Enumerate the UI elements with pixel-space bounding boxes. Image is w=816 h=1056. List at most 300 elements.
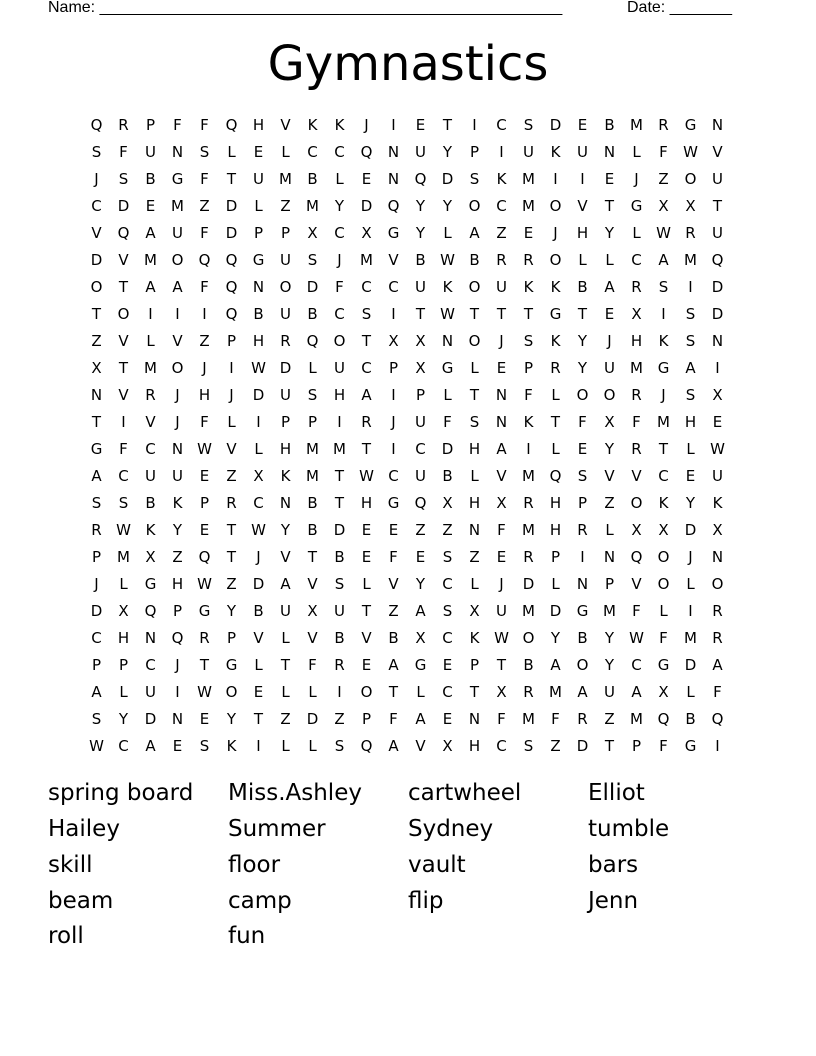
grid-letter: T — [253, 710, 264, 728]
grid-letter: I — [391, 305, 396, 323]
grid-letter: Y — [604, 629, 615, 647]
grid-letter: V — [712, 143, 723, 161]
grid-letter: F — [659, 629, 668, 647]
grid-letter: L — [551, 386, 560, 404]
grid-letter: I — [688, 278, 693, 296]
grid-letter: C — [253, 494, 264, 512]
grid-letter: Y — [118, 710, 129, 728]
grid-letter: S — [442, 548, 453, 566]
grid-letter: O — [333, 332, 346, 350]
grid-letter: B — [145, 170, 156, 188]
grid-letter: V — [604, 467, 615, 485]
grid-letter: E — [361, 521, 372, 539]
grid-letter: S — [307, 386, 318, 404]
grid-letter: K — [523, 278, 534, 296]
grid-letter: X — [442, 737, 453, 755]
grid-letter: X — [442, 494, 453, 512]
grid-letter: A — [496, 440, 507, 458]
grid-letter: Z — [415, 521, 426, 539]
grid-letter: P — [226, 332, 237, 350]
grid-letter: Z — [550, 737, 561, 755]
grid-letter: S — [334, 575, 345, 593]
grid-letter: U — [280, 251, 291, 269]
grid-letter: U — [712, 170, 723, 188]
grid-letter: L — [281, 737, 290, 755]
grid-letter: I — [715, 737, 720, 755]
grid-letter: I — [256, 737, 261, 755]
grid-letter: G — [441, 359, 454, 377]
grid-letter: X — [388, 332, 399, 350]
grid-letter: H — [549, 494, 562, 512]
grid-letter: R — [361, 413, 372, 431]
grid-letter: K — [280, 467, 291, 485]
grid-letter: Y — [415, 224, 426, 242]
grid-letter: F — [632, 413, 641, 431]
grid-letter: T — [91, 413, 102, 431]
grid-letter: C — [631, 251, 642, 269]
grid-letter: G — [90, 440, 103, 458]
grid-letter: O — [171, 251, 184, 269]
grid-letter: G — [684, 116, 697, 134]
grid-letter: X — [658, 197, 669, 215]
grid-letter: L — [551, 575, 560, 593]
grid-letter: I — [148, 305, 153, 323]
grid-letter: O — [711, 575, 724, 593]
grid-letter: I — [121, 413, 126, 431]
grid-letter: I — [391, 440, 396, 458]
grid-letter: H — [630, 332, 643, 350]
grid-letter: I — [229, 359, 234, 377]
grid-letter: Q — [711, 710, 724, 728]
grid-letter: L — [119, 575, 128, 593]
grid-letter: A — [361, 386, 372, 404]
word-list-item: camp — [228, 888, 292, 914]
grid-letter: A — [658, 251, 669, 269]
grid-letter: F — [713, 683, 722, 701]
grid-letter: C — [118, 467, 129, 485]
word-list-item: cartwheel — [408, 780, 522, 806]
grid-letter: Q — [198, 251, 211, 269]
grid-letter: K — [658, 332, 669, 350]
grid-letter: O — [468, 332, 481, 350]
grid-letter: N — [387, 143, 400, 161]
grid-letter: N — [468, 710, 481, 728]
grid-letter: Q — [225, 251, 238, 269]
grid-letter: M — [144, 251, 157, 269]
grid-letter: H — [252, 332, 265, 350]
grid-letter: C — [361, 278, 372, 296]
grid-letter: I — [256, 413, 261, 431]
grid-letter: Q — [225, 278, 238, 296]
grid-letter: U — [145, 467, 156, 485]
grid-letter: X — [658, 683, 669, 701]
grid-letter: V — [388, 251, 399, 269]
grid-letter: E — [577, 440, 588, 458]
grid-row — [83, 679, 731, 706]
grid-letter: J — [688, 548, 693, 566]
grid-letter: A — [469, 224, 480, 242]
grid-letter: G — [630, 197, 643, 215]
grid-row — [83, 544, 731, 571]
grid-letter: N — [603, 143, 616, 161]
grid-letter: M — [522, 602, 535, 620]
grid-letter: P — [280, 413, 291, 431]
grid-letter: Z — [388, 602, 399, 620]
grid-letter: T — [577, 305, 588, 323]
grid-letter: R — [280, 332, 291, 350]
grid-letter: C — [442, 575, 453, 593]
grid-letter: C — [145, 656, 156, 674]
grid-row — [83, 625, 731, 652]
grid-letter: T — [334, 494, 345, 512]
grid-letter: N — [576, 575, 589, 593]
grid-letter: Q — [711, 251, 724, 269]
grid-letter: F — [200, 413, 209, 431]
grid-letter: B — [415, 251, 426, 269]
grid-letter: V — [388, 575, 399, 593]
grid-letter: Q — [360, 737, 373, 755]
grid-letter: H — [279, 440, 292, 458]
grid-letter: M — [117, 548, 130, 566]
grid-letter: S — [361, 305, 372, 323]
grid-letter: J — [634, 170, 639, 188]
grid-letter: U — [253, 170, 264, 188]
grid-letter: G — [225, 656, 238, 674]
grid-letter: Z — [442, 521, 453, 539]
grid-letter: B — [334, 548, 345, 566]
grid-letter: C — [388, 467, 399, 485]
grid-row — [83, 490, 731, 517]
grid-letter: Z — [199, 332, 210, 350]
grid-letter: X — [91, 359, 102, 377]
grid-letter: J — [175, 656, 180, 674]
grid-letter: D — [279, 359, 292, 377]
word-list-item: Jenn — [588, 888, 639, 914]
grid-letter: R — [145, 386, 156, 404]
grid-letter: Q — [90, 116, 103, 134]
grid-letter: K — [712, 494, 723, 512]
grid-letter: K — [550, 332, 561, 350]
grid-letter: E — [496, 359, 507, 377]
grid-letter: J — [202, 359, 207, 377]
grid-letter: L — [146, 332, 155, 350]
grid-letter: Z — [172, 548, 183, 566]
grid-letter: N — [171, 710, 184, 728]
grid-letter: L — [254, 440, 263, 458]
grid-letter: U — [577, 143, 588, 161]
grid-letter: H — [549, 521, 562, 539]
grid-letter: P — [307, 413, 318, 431]
grid-letter: R — [712, 602, 723, 620]
grid-letter: J — [175, 386, 180, 404]
grid-letter: V — [577, 197, 588, 215]
grid-letter: O — [171, 359, 184, 377]
grid-letter: D — [117, 197, 130, 215]
grid-letter: S — [199, 143, 210, 161]
grid-letter: U — [334, 602, 345, 620]
grid-letter: P — [199, 494, 210, 512]
grid-letter: A — [415, 602, 426, 620]
grid-letter: D — [441, 170, 454, 188]
grid-letter: R — [658, 116, 669, 134]
grid-letter: R — [118, 116, 129, 134]
grid-letter: T — [496, 305, 507, 323]
grid-letter: F — [659, 143, 668, 161]
grid-letter: D — [549, 602, 562, 620]
grid-letter: J — [229, 386, 234, 404]
grid-letter: S — [199, 737, 210, 755]
grid-letter: X — [415, 629, 426, 647]
grid-letter: A — [172, 278, 183, 296]
grid-letter: Q — [549, 467, 562, 485]
grid-letter: H — [252, 116, 265, 134]
word-list-item: Summer — [228, 816, 326, 842]
grid-letter: Z — [469, 548, 480, 566]
grid-letter: R — [631, 440, 642, 458]
grid-letter: D — [684, 521, 697, 539]
grid-letter: J — [256, 548, 261, 566]
grid-letter: R — [577, 710, 588, 728]
grid-row — [83, 706, 731, 733]
grid-letter: B — [577, 278, 588, 296]
grid-letter: C — [334, 305, 345, 323]
grid-letter: G — [171, 170, 184, 188]
grid-letter: A — [145, 224, 156, 242]
grid-letter: A — [388, 656, 399, 674]
grid-letter: V — [496, 467, 507, 485]
grid-letter: E — [604, 170, 615, 188]
grid-row — [83, 598, 731, 625]
grid-letter: V — [280, 116, 291, 134]
grid-row — [83, 463, 731, 490]
grid-letter: D — [90, 602, 103, 620]
grid-letter: Y — [226, 710, 237, 728]
grid-letter: P — [145, 116, 156, 134]
grid-letter: B — [307, 170, 318, 188]
word-list-item: skill — [48, 852, 93, 878]
grid-letter: L — [308, 737, 317, 755]
grid-letter: Q — [198, 548, 211, 566]
grid-letter: M — [522, 467, 535, 485]
grid-letter: U — [280, 602, 291, 620]
grid-letter: X — [604, 413, 615, 431]
grid-letter: M — [522, 521, 535, 539]
grid-letter: C — [91, 197, 102, 215]
grid-letter: Z — [658, 170, 669, 188]
grid-letter: Q — [225, 305, 238, 323]
grid-letter: S — [118, 170, 129, 188]
grid-letter: J — [175, 413, 180, 431]
word-list-item: fun — [228, 923, 266, 949]
grid-letter: A — [145, 737, 156, 755]
grid-letter: V — [145, 413, 156, 431]
grid-letter: X — [415, 332, 426, 350]
grid-letter: Y — [577, 332, 588, 350]
grid-letter: Z — [199, 197, 210, 215]
grid-letter: L — [686, 575, 695, 593]
grid-letter: L — [227, 143, 236, 161]
word-list-item: flip — [408, 888, 444, 914]
grid-letter: C — [442, 683, 453, 701]
grid-letter: T — [442, 116, 453, 134]
grid-letter: N — [711, 332, 724, 350]
grid-letter: K — [172, 494, 183, 512]
grid-letter: X — [307, 224, 318, 242]
grid-letter: L — [632, 224, 641, 242]
grid-letter: Y — [577, 359, 588, 377]
grid-letter: D — [306, 710, 319, 728]
grid-letter: B — [307, 305, 318, 323]
grid-letter: G — [144, 575, 157, 593]
grid-letter: J — [337, 251, 342, 269]
grid-letter: B — [604, 116, 615, 134]
grid-letter: N — [90, 386, 103, 404]
grid-letter: M — [549, 683, 562, 701]
grid-letter: B — [442, 467, 453, 485]
grid-letter: I — [661, 305, 666, 323]
grid-letter: L — [470, 575, 479, 593]
grid-letter: Y — [280, 521, 291, 539]
grid-letter: N — [171, 440, 184, 458]
grid-row — [83, 436, 731, 463]
grid-letter: M — [630, 116, 643, 134]
grid-letter: W — [197, 440, 212, 458]
grid-letter: P — [523, 359, 534, 377]
grid-letter: O — [468, 197, 481, 215]
grid-letter: Z — [226, 467, 237, 485]
grid-letter: C — [334, 224, 345, 242]
grid-letter: B — [253, 602, 264, 620]
grid-letter: B — [577, 629, 588, 647]
grid-letter: V — [631, 575, 642, 593]
grid-letter: S — [577, 467, 588, 485]
grid-letter: J — [94, 575, 99, 593]
grid-letter: G — [657, 359, 670, 377]
grid-letter: B — [469, 251, 480, 269]
grid-letter: M — [171, 197, 184, 215]
grid-letter: L — [335, 170, 344, 188]
grid-letter: U — [712, 467, 723, 485]
grid-letter: J — [94, 170, 99, 188]
grid-letter: E — [712, 413, 723, 431]
grid-letter: U — [604, 359, 615, 377]
grid-letter: S — [91, 494, 102, 512]
grid-letter: S — [523, 116, 534, 134]
grid-letter: S — [523, 737, 534, 755]
name-field-label: Name: ____________________________________________________ — [48, 0, 563, 16]
grid-letter: T — [226, 548, 237, 566]
grid-letter: G — [198, 602, 211, 620]
grid-letter: I — [202, 305, 207, 323]
grid-letter: A — [604, 278, 615, 296]
grid-letter: E — [577, 116, 588, 134]
grid-letter: T — [604, 197, 615, 215]
grid-letter: R — [334, 656, 345, 674]
grid-letter: F — [200, 224, 209, 242]
grid-letter: A — [577, 683, 588, 701]
grid-letter: E — [496, 548, 507, 566]
grid-letter: V — [415, 737, 426, 755]
grid-letter: P — [172, 602, 183, 620]
grid-letter: B — [685, 710, 696, 728]
grid-letter: B — [523, 656, 534, 674]
grid-letter: C — [307, 143, 318, 161]
grid-letter: L — [308, 683, 317, 701]
grid-letter: W — [251, 521, 266, 539]
grid-letter: T — [469, 683, 480, 701]
grid-row — [83, 301, 731, 328]
grid-letter: R — [631, 386, 642, 404]
word-list-item: vault — [408, 852, 466, 878]
grid-letter: E — [361, 170, 372, 188]
grid-letter: T — [118, 278, 129, 296]
grid-letter: X — [631, 521, 642, 539]
grid-letter: R — [523, 548, 534, 566]
grid-letter: K — [658, 494, 669, 512]
grid-letter: J — [499, 575, 504, 593]
grid-letter: X — [415, 359, 426, 377]
grid-letter: N — [144, 629, 157, 647]
grid-letter: T — [712, 197, 723, 215]
grid-letter: N — [711, 548, 724, 566]
grid-letter: E — [685, 467, 696, 485]
grid-letter: M — [360, 251, 373, 269]
grid-letter: C — [496, 737, 507, 755]
grid-letter: K — [226, 737, 237, 755]
grid-row — [83, 733, 731, 760]
word-list-item: Miss.Ashley — [228, 780, 362, 806]
word-list-item: beam — [48, 888, 114, 914]
grid-letter: F — [443, 413, 452, 431]
grid-letter: P — [91, 548, 102, 566]
grid-letter: U — [172, 467, 183, 485]
grid-letter: N — [171, 143, 184, 161]
grid-letter: O — [549, 251, 562, 269]
grid-letter: R — [577, 521, 588, 539]
grid-letter: F — [524, 386, 533, 404]
grid-letter: W — [629, 629, 644, 647]
grid-letter: M — [333, 440, 346, 458]
grid-letter: R — [523, 683, 534, 701]
grid-letter: F — [119, 440, 128, 458]
grid-letter: S — [469, 413, 480, 431]
grid-letter: T — [658, 440, 669, 458]
grid-letter: Y — [604, 656, 615, 674]
grid-letter: W — [656, 224, 671, 242]
grid-letter: D — [576, 737, 589, 755]
grid-letter: M — [657, 413, 670, 431]
grid-letter: Y — [442, 197, 453, 215]
grid-letter: D — [225, 197, 238, 215]
grid-letter: G — [387, 494, 400, 512]
grid-letter: I — [391, 116, 396, 134]
grid-letter: D — [684, 656, 697, 674]
grid-letter: N — [387, 170, 400, 188]
grid-letter: Q — [657, 710, 670, 728]
grid-letter: S — [91, 143, 102, 161]
grid-letter: Y — [415, 197, 426, 215]
grid-letter: O — [603, 386, 616, 404]
grid-letter: I — [175, 683, 180, 701]
grid-letter: Q — [117, 224, 130, 242]
grid-letter: P — [388, 359, 399, 377]
grid-letter: K — [307, 116, 318, 134]
grid-letter: F — [497, 710, 506, 728]
grid-letter: E — [253, 143, 264, 161]
grid-letter: S — [307, 251, 318, 269]
grid-letter: L — [281, 143, 290, 161]
grid-letter: S — [442, 602, 453, 620]
